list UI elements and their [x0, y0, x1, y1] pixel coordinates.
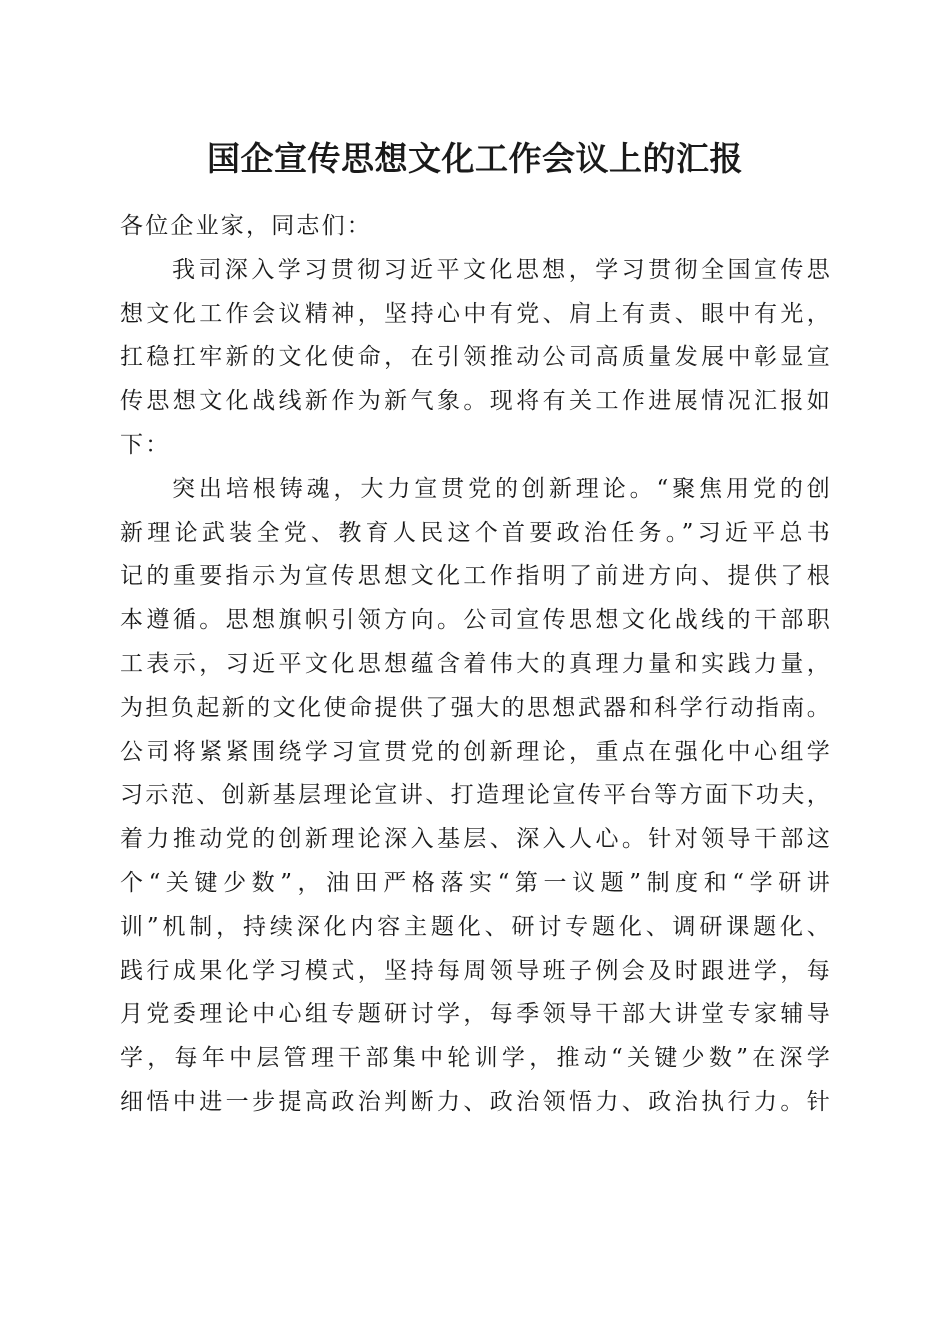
paragraph-theory: [120, 468, 832, 1125]
paragraph-line: 新理论武装全党、教育人民这个首要政治任务。”习近平总书: [120, 519, 832, 546]
paragraph-line: 公司将紧紧围绕学习宣贯党的创新理论，重点在强化中心组学: [120, 738, 832, 765]
paragraph-line: 扛稳扛牢新的文化使命，在引领推动公司高质量发展中彰显宣: [120, 344, 832, 371]
paragraph-line: 想文化工作会议精神，坚持心中有党、肩上有责、眼中有光，: [120, 300, 832, 327]
paragraph-line: 着力推动党的创新理论深入基层、深入人心。针对领导干部这: [120, 826, 832, 853]
paragraph-line: 训”机制，持续深化内容主题化、研讨专题化、调研课题化、: [120, 913, 832, 940]
paragraph-line: 下：: [120, 431, 171, 458]
paragraph-line: 月党委理论中心组专题研讨学，每季领导干部大讲堂专家辅导: [120, 1001, 832, 1028]
paragraph-line: 践行成果化学习模式，坚持每周领导班子例会及时跟进学，每: [120, 957, 832, 984]
paragraph-line: 细悟中进一步提高政治判断力、政治领悟力、政治执行力。针: [120, 1088, 832, 1115]
paragraph-line: 突出培根铸魂，大力宣贯党的创新理论。“聚焦用党的创: [172, 475, 832, 502]
document-body: [120, 205, 832, 1125]
document-title: 国企宣传思想文化工作会议上的汇报: [207, 139, 743, 178]
paragraph-line: 传思想文化战线新作为新气象。现将有关工作进展情况汇报如: [120, 388, 832, 415]
paragraph-line: 学，每年中层管理干部集中轮训学，推动“关键少数”在深学: [120, 1045, 832, 1072]
paragraph-line: 工表示，习近平文化思想蕴含着伟大的真理力量和实践力量，: [120, 650, 832, 677]
paragraph-intro: [120, 249, 832, 468]
paragraph-line: 个“关键少数”，油田严格落实“第一议题”制度和“学研讲: [120, 869, 832, 896]
paragraph-line: 我司深入学习贯彻习近平文化思想，学习贯彻全国宣传思: [172, 256, 832, 283]
paragraph-line: 为担负起新的文化使命提供了强大的思想武器和科学行动指南。: [120, 694, 832, 721]
paragraph-line: 记的重要指示为宣传思想文化工作指明了前进方向、提供了根: [120, 563, 832, 590]
salutation: 各位企业家，同志们：: [120, 213, 372, 239]
paragraph-line: 习示范、创新基层理论宣讲、打造理论宣传平台等方面下功夫，: [120, 782, 832, 809]
paragraph-line: 本遵循。思想旗帜引领方向。公司宣传思想文化战线的干部职: [120, 607, 832, 634]
